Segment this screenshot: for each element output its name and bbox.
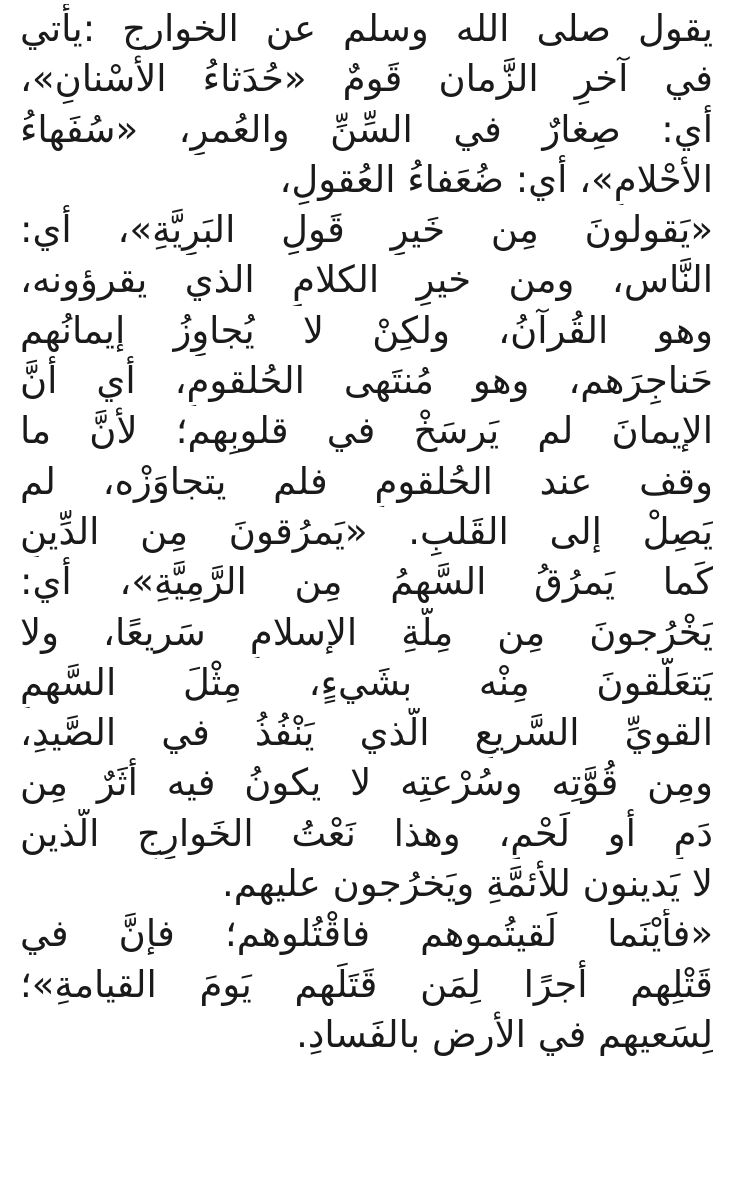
- text-line: النَّاس، ومن خيرِ الكلامِ الذي يقرؤونه،: [20, 258, 713, 302]
- text-line: يقول صلى الله وسلم عن الخوارج :يأْتي: [20, 7, 713, 50]
- text-line: يَخْرُجونَ مِن مِلَّةِ الإسلامِ سَريعًا، ولا: [20, 610, 713, 654]
- text-line: الإيمانَ لم يَرسَخْ في قلوبِهم؛ لأنَّ ما: [20, 409, 713, 453]
- text-line: الأَحْلامِ»، أي: ضُعَفاءُ العُقولِ،: [279, 157, 713, 201]
- text-line: «يَقولونَ مِن خَيرِ قَولِ البَرِيَّةِ»، أي:: [20, 208, 713, 252]
- text-line: أي: صِغارٌ في السِّنِّ والعُمرِ، «سُفَهاءُ: [20, 107, 713, 151]
- paragraph: [20, 0, 713, 1060]
- text-line: يَصِلْ إلى القَلبِ. «يَمرُقونَ مِن الدِّينِ: [20, 509, 713, 553]
- text-line: في آخرِ الزَّمان قَومٌ «حُدَثاءُ الأَسْنانِ»،: [20, 57, 713, 101]
- text-line: وهو القُرآنُ، ولكِنْ لا يُجاوِزُ إيمانُهم: [20, 308, 713, 352]
- text-line: لا يَدينون للأئمَّةِ ويَخرُجون عليهم.: [221, 862, 713, 906]
- text-line: ومِن قُوَّتِه وسُرْعتِه لا يكونُ فيه أثَرٌ مِن: [20, 761, 713, 805]
- text-line: يَتعَلَّقونَ مِنْه بشَيءٍ، مِثْلَ السَّهمِ: [20, 660, 713, 704]
- text-line: دَمٍ أو لَحْمٍ، وهذا نَعْتُ الخَوارِجِ الَّذين: [20, 811, 713, 855]
- text-line: قَتْلِهم أجرًا لِمَن قَتَلَهم يَومَ القيامةِ»؛: [20, 962, 713, 1006]
- text-line: وقف عند الحُلقومِ فلم يتجاوَزْه، لم: [20, 459, 713, 503]
- text-line: كَما يَمرُقُ السَّهمُ مِن الرَّمِيَّةِ»، أي:: [20, 560, 713, 604]
- text-line: لِسَعيهم في الأرضِ بالفَسادِ.: [296, 1012, 713, 1056]
- text-line: القويِّ السَّريعِ الَّذي يَنْفُذُ في الصَّيدِ،: [20, 711, 713, 755]
- text-line: «فأيْنَما لَقيتُموهم فاقْتُلوهم؛ فإنَّ في: [20, 912, 713, 956]
- text-line: حَناجِرَهم، وهو مُنتَهى الحُلقومِ، أي أنَّ: [20, 359, 713, 403]
